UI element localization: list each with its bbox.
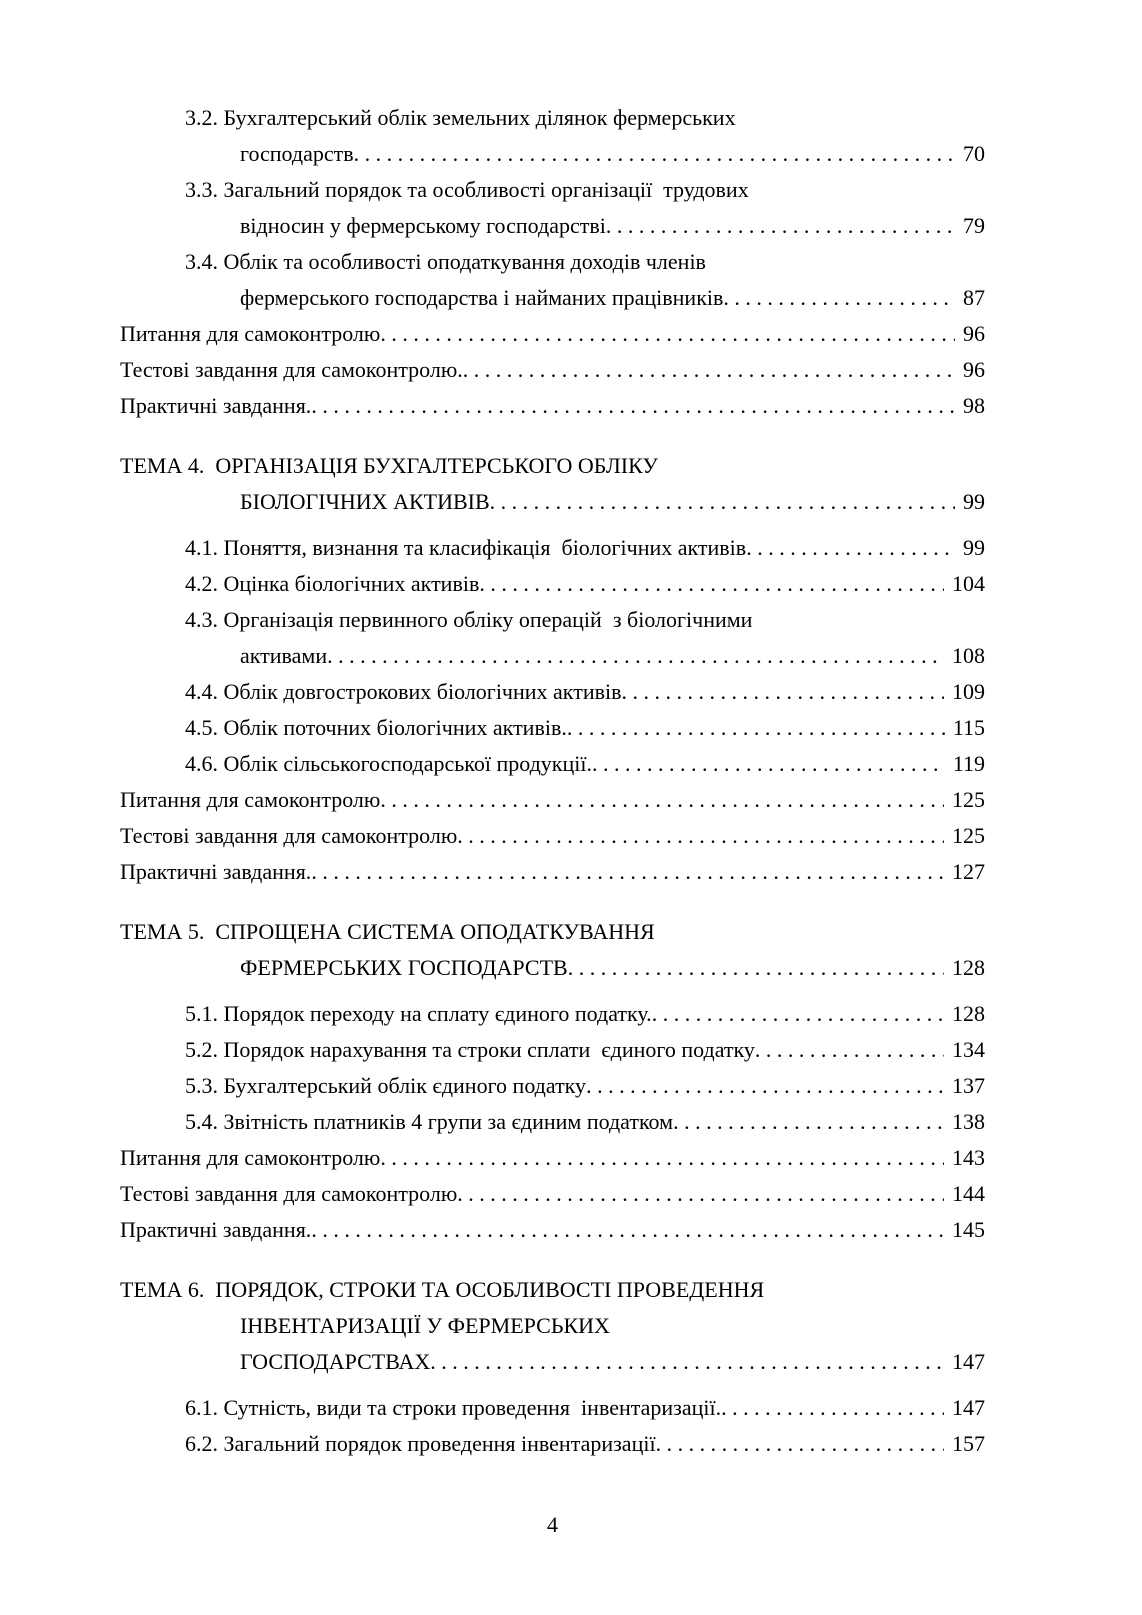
toc-page-number: 79: [963, 213, 985, 238]
dot-leader: [606, 208, 955, 244]
page-number: 4: [547, 1512, 558, 1537]
toc-entry-text: Тестові завдання для самоконтролю: [120, 1181, 458, 1206]
dot-leader: [568, 950, 944, 986]
toc-entry-text: 5.2. Порядок нарахування та строки сплати єдиного податку: [185, 1037, 755, 1062]
toc-entry: [120, 352, 985, 388]
toc-entry-text: 4.3. Організація первинного обліку операцій з біологічними: [185, 607, 753, 632]
dot-leader: [490, 484, 955, 520]
toc-entry: [120, 854, 985, 890]
dot-leader: [380, 1140, 944, 1176]
toc-entry: [120, 388, 985, 424]
toc-entry: [120, 710, 985, 746]
toc-entry-text: БІОЛОГІЧНИХ АКТИВІВ: [240, 489, 490, 514]
dot-leader: [586, 1068, 944, 1104]
toc-page-number: 125: [952, 787, 985, 812]
toc-entry-text: 6.1. Сутність, види та строки проведення інвентаризації.: [185, 1395, 722, 1420]
dot-leader: [311, 388, 955, 424]
toc-page-number: 99: [963, 535, 985, 560]
toc-entry-text: Практичні завдання.: [120, 859, 312, 884]
toc-entry-text: 4.1. Поняття, визнання та класифікація біологічних активів: [185, 535, 747, 560]
toc-entry: [120, 566, 985, 602]
toc-entry-text: господарств: [240, 141, 354, 166]
toc-page-number: 157: [952, 1431, 985, 1456]
toc-page-number: 99: [963, 489, 985, 514]
toc-entry-text: 5.4. Звітність платників 4 групи за єдиним податком: [185, 1109, 674, 1134]
toc-entry-text: ТЕМА 6. ПОРЯДОК, СТРОКИ ТА ОСОБЛИВОСТІ ПРОВЕДЕННЯ: [120, 1277, 765, 1302]
toc-entry: [120, 530, 985, 566]
toc-entry-text: Практичні завдання.: [120, 393, 312, 418]
toc-heading-entry: [120, 1272, 985, 1380]
toc-entry-text: 3.4. Облік та особливості оподаткування доходів членів: [185, 249, 706, 274]
toc-entry-text: 4.2. Оцінка біологічних активів: [185, 571, 480, 596]
toc-entry: [120, 1176, 985, 1212]
toc-entry-text: 5.1. Порядок переходу на сплату єдиного податку.: [185, 1001, 652, 1026]
dot-leader: [311, 854, 944, 890]
toc-entry: [120, 674, 985, 710]
toc-page-number: 144: [952, 1181, 985, 1206]
toc-entry-text: фермерського господарства і найманих працівників: [240, 285, 724, 310]
dot-leader: [621, 674, 944, 710]
dot-leader: [656, 1426, 944, 1462]
toc-page-number: 125: [952, 823, 985, 848]
toc-entry: [120, 782, 985, 818]
dot-leader: [380, 782, 944, 818]
toc-entry-text: відносин у фермерському господарстві: [240, 213, 606, 238]
dot-leader: [673, 1104, 944, 1140]
dot-leader: [479, 566, 944, 602]
dot-leader: [354, 136, 955, 172]
dot-leader: [746, 530, 955, 566]
toc-page-number: 127: [952, 859, 985, 884]
toc-entry-text: 4.5. Облік поточних біологічних активів.: [185, 715, 567, 740]
toc-heading-entry: [120, 914, 985, 986]
toc-entry-text: Тестові завдання для самоконтролю.: [120, 357, 463, 382]
dot-leader: [723, 280, 955, 316]
dot-leader: [652, 996, 944, 1032]
toc-entry-text: Питання для самоконтролю: [120, 787, 381, 812]
toc-entry: [120, 1140, 985, 1176]
toc-entry-text: ФЕРМЕРСЬКИХ ГОСПОДАРСТВ: [240, 955, 568, 980]
toc-entry-text: Практичні завдання.: [120, 1217, 312, 1242]
toc-entry: [120, 100, 985, 172]
toc-page-number: 143: [952, 1145, 985, 1170]
toc-entry: [120, 602, 985, 674]
toc-entry-text: ІНВЕНТАРИЗАЦІЇ У ФЕРМЕРСЬКИХ: [240, 1313, 610, 1338]
toc-page-number: 119: [952, 751, 985, 776]
toc-page-number: 98: [963, 393, 985, 418]
dot-leader: [721, 1390, 944, 1426]
toc-page-number: 137: [952, 1073, 985, 1098]
table-of-contents: [120, 100, 985, 1462]
toc-page-number: 145: [952, 1217, 985, 1242]
toc-page-number: 128: [952, 1001, 985, 1026]
toc-entry-text: активами: [240, 643, 328, 668]
toc-page-number: 128: [952, 955, 985, 980]
toc-page-number: 115: [952, 715, 985, 740]
toc-entry-text: 3.2. Бухгалтерський облік земельних ділянок фермерських: [185, 105, 736, 130]
toc-entry: [120, 1212, 985, 1248]
toc-heading-entry: [120, 448, 985, 520]
toc-entry: [120, 1104, 985, 1140]
toc-page-number: 70: [963, 141, 985, 166]
dot-leader: [457, 818, 944, 854]
toc-entry: [120, 1390, 985, 1426]
toc-page-number: 147: [952, 1349, 985, 1374]
dot-leader: [457, 1176, 944, 1212]
page-footer: [120, 1507, 985, 1543]
toc-entry: [120, 818, 985, 854]
toc-entry: [120, 746, 985, 782]
dot-leader: [592, 746, 945, 782]
toc-entry-text: 4.4. Облік довгострокових біологічних активів: [185, 679, 622, 704]
toc-entry-text: ТЕМА 5. СПРОЩЕНА СИСТЕМА ОПОДАТКУВАННЯ: [120, 919, 655, 944]
toc-page-number: 87: [963, 285, 985, 310]
toc-entry: [120, 1426, 985, 1462]
toc-entry-text: 5.3. Бухгалтерський облік єдиного податку: [185, 1073, 587, 1098]
toc-entry-text: 6.2. Загальний порядок проведення інвентаризації: [185, 1431, 656, 1456]
toc-page-number: 108: [952, 643, 985, 668]
toc-page-number: 104: [952, 571, 985, 596]
toc-entry-text: 4.6. Облік сільськогосподарської продукції.: [185, 751, 592, 776]
toc-page-number: 96: [963, 321, 985, 346]
toc-entry: [120, 996, 985, 1032]
toc-entry: [120, 1032, 985, 1068]
toc-entry-text: 3.3. Загальний порядок та особливості організації трудових: [185, 177, 749, 202]
dot-leader: [755, 1032, 944, 1068]
toc-page-number: 109: [952, 679, 985, 704]
toc-entry-text: Питання для самоконтролю: [120, 1145, 381, 1170]
toc-entry-text: Питання для самоконтролю: [120, 321, 381, 346]
toc-page-number: 138: [952, 1109, 985, 1134]
dot-leader: [430, 1344, 944, 1380]
toc-entry-text: Тестові завдання для самоконтролю: [120, 823, 458, 848]
dot-leader: [311, 1212, 944, 1248]
toc-page-number: 134: [952, 1037, 985, 1062]
toc-entry-text: ТЕМА 4. ОРГАНІЗАЦІЯ БУХГАЛТЕРСЬКОГО ОБЛІКУ: [120, 453, 658, 478]
toc-entry: [120, 1068, 985, 1104]
toc-entry: [120, 244, 985, 316]
toc-page-number: 147: [952, 1395, 985, 1420]
dot-leader: [380, 316, 955, 352]
toc-entry: [120, 172, 985, 244]
toc-page-number: 96: [963, 357, 985, 382]
dot-leader: [463, 352, 955, 388]
dot-leader: [567, 710, 945, 746]
dot-leader: [327, 638, 944, 674]
toc-entry: [120, 316, 985, 352]
toc-entry-text: ГОСПОДАРСТВАХ: [240, 1349, 431, 1374]
